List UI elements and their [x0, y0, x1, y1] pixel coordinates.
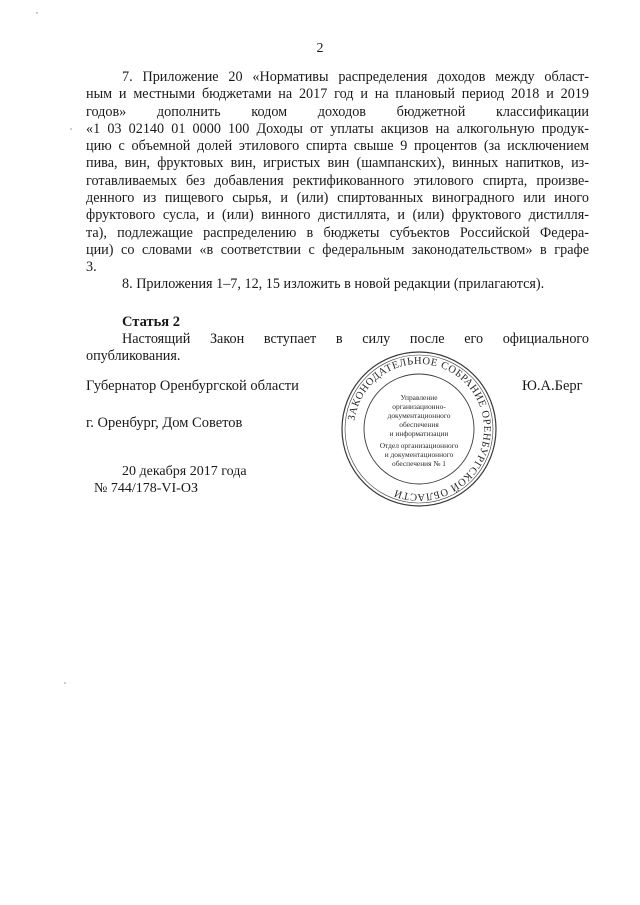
item-7-line: та), подлежащие распределению в бюджеты субъектов Российской Федера- [86, 224, 589, 241]
stamp-inner-text [380, 393, 459, 468]
signatory-title: Губернатор Оренбургской области [86, 378, 299, 394]
page-number: 2 [316, 41, 324, 56]
stamp-line: документационного [387, 411, 451, 420]
article-2-line: опубликования. [86, 348, 181, 365]
item-7-line: фруктового сусла, и (или) винного дистиллята, и (или) фруктового дистилля- [86, 207, 589, 224]
item-7-paragraph [86, 69, 589, 277]
item-7-line: пива, вин, фруктовых вин, игристых вин (шампанских), винных напитков, из- [86, 155, 589, 172]
item-7-line: ным и местными бюджетами на 2017 год и на плановый период 2018 и 2019 [86, 86, 589, 103]
stamp-line: Отдел организационного [379, 441, 459, 450]
article-2-paragraph [86, 331, 589, 366]
stamp-line: и информатизации [389, 429, 449, 438]
item-7-line: готавливаемых без добавления ректификованного этилового спирта, произве- [86, 172, 589, 189]
signatory-name: Ю.А.Берг [522, 378, 583, 394]
signing-place: г. Оренбург, Дом Советов [86, 415, 243, 431]
item-7-line: цию с объемной долей этилового спирта свыше 9 процентов (за исключением [86, 138, 589, 155]
article-2-heading: Статья 2 [122, 314, 180, 330]
stamp-line: обеспечения [399, 420, 439, 429]
law-number: № 744/178-VI-ОЗ [94, 481, 198, 496]
scan-speck [70, 128, 72, 130]
item-7-line: 3. [86, 259, 97, 276]
document-date: 20 декабря 2017 года [122, 464, 247, 479]
item-7-line: годов» дополнить кодом доходов бюджетной классификации [86, 103, 589, 120]
article-2-line: Настоящий Закон вступает в силу после его официального [122, 331, 589, 347]
official-stamp [339, 349, 499, 509]
item-7-line: 7. Приложение 20 «Нормативы распределения доходов между област- [122, 69, 589, 85]
scan-speck [36, 12, 38, 14]
stamp-ring-text: ЗАКОНОДАТЕЛЬНОЕ СОБРАНИЕ ОРЕНБУРГСКОЙ ОБЛАСТИ [346, 355, 493, 503]
item-7-line: ции) со словами «в соответствии с федеральным законодательством» в графе [86, 241, 589, 258]
item-8-text: 8. Приложения 1–7, 12, 15 изложить в новой редакции (прилагаются). [122, 276, 545, 292]
stamp-line: организационно- [392, 402, 446, 411]
item-7-line: денного из пищевого сырья, и (или) спиртованных виноградного или иного [86, 190, 589, 207]
scan-speck [64, 682, 66, 684]
stamp-line: и документационного [384, 450, 454, 459]
stamp-line: Управление [400, 393, 438, 402]
stamp-line: обеспечения № 1 [392, 459, 446, 468]
item-8-paragraph [86, 276, 589, 293]
item-7-line: «1 03 02140 01 0000 100 Доходы от уплаты акцизов на алкогольную продук- [86, 120, 589, 137]
